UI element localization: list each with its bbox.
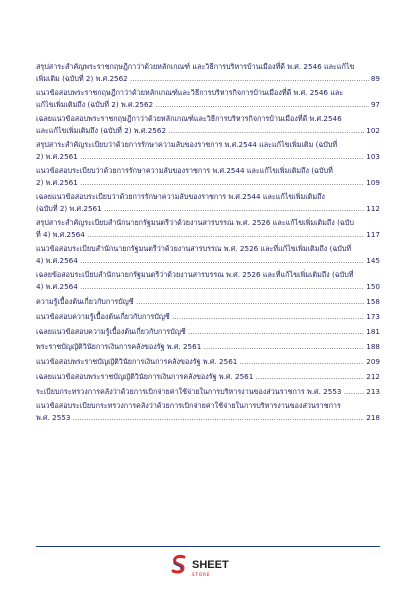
toc-entry-title-line1: สรุปสาระสำคัญพระราชกฤษฎีกาว่าด้วยหลักเกณฑ์ และวิธีการบริหารบ้านเมืองที่ดี พ.ศ. 2546 และแก้ไข	[36, 62, 355, 71]
toc-entry[interactable]	[36, 382, 380, 397]
toc-entry[interactable]	[36, 367, 380, 382]
toc-entry-title	[36, 217, 364, 240]
toc-entry-title-line1: แนวข้อสอบระเบียบสำนักนายกรัฐมนตรีว่าด้วยงานสารบรรณ พ.ศ. 2526 และที่แก้ไขเพิ่มเติมถึง (ฉบับที่	[36, 244, 352, 253]
toc-entry-page: 89	[370, 73, 380, 83]
toc-entry-title: แนวข้อสอบพระราชบัญญัติวินัยการเงินการคลังของรัฐ พ.ศ. 2561 .....	[36, 356, 364, 368]
toc-entry[interactable]	[36, 292, 380, 307]
toc-entry-title-line2: พ.ศ. 2553 .....	[36, 412, 364, 424]
toc-entry-title-line2: 4) พ.ศ.2564 .....	[36, 255, 364, 267]
toc-entry[interactable]	[36, 214, 380, 240]
logo-name: SHEET	[192, 559, 229, 571]
toc-entry-title-line1: แนวข้อสอบพระราชกฤษฎีกาว่าด้วยหลักเกณฑ์และวิธีการบริหารกิจการบ้านเมืองที่ดี พ.ศ. 2546 และ	[36, 88, 344, 97]
toc-entry-title-line2: และแก้ไขเพิ่มเติมถึง (ฉบับที่ 2) พ.ศ.2562 .....	[36, 125, 364, 137]
toc-entry-title-line2: 2) พ.ศ.2561 .....	[36, 177, 364, 189]
toc-entry-title-line2: เพิ่มเติม (ฉบับที่ 2) พ.ศ.2562 .....	[36, 73, 369, 85]
toc-entry-title-line2: 4) พ.ศ.2564 .....	[36, 281, 364, 293]
toc-entry-page: 150	[366, 281, 380, 291]
toc-entry-page: 158	[366, 296, 380, 306]
footer-divider	[36, 546, 380, 547]
toc-entry[interactable]	[36, 307, 380, 322]
toc-entry-title: ระเบียบกระทรวงการคลังว่าด้วยการเบิกจ่ายค่าใช้จ่ายในการบริหารงานของส่วนราชการ พ.ศ. 2553 .....	[36, 386, 364, 398]
toc-entry-page: 109	[366, 177, 380, 187]
toc-entry-title	[36, 139, 364, 162]
table-of-contents	[36, 58, 380, 423]
toc-entry-title	[36, 400, 364, 423]
toc-entry-page: 145	[366, 255, 380, 265]
toc-entry[interactable]	[36, 352, 380, 367]
toc-entry-page: 173	[366, 311, 380, 321]
toc-entry-title	[36, 61, 369, 84]
toc-entry-title-line1: สรุปสาระสำคัญระเบียบสำนักนายกรัฐมนตรีว่าด้วยงานสารบรรณ พ.ศ. 2526 และแก้ไขเพิ่มเติมถึง (ฉบับ	[36, 218, 354, 227]
toc-entry-title-line1: เฉลยข้อสอบระเบียบสำนักนายกรัฐมนตรีว่าด้วยงานสารบรรณ พ.ศ. 2526 และที่แก้ไขเพิ่มเติมถึง (ฉบับที่	[36, 270, 354, 279]
toc-entry-title-line2: 2) พ.ศ.2561 .....	[36, 151, 364, 163]
toc-entry-page: 213	[366, 386, 380, 396]
toc-entry-page: 97	[370, 99, 380, 109]
toc-entry-page: 112	[366, 203, 380, 213]
sheet-store-logo	[170, 551, 250, 579]
toc-entry[interactable]	[36, 84, 380, 110]
toc-entry-title	[36, 113, 364, 136]
toc-entry-page: 212	[366, 371, 380, 381]
toc-entry-title-line2: แก้ไขเพิ่มเติมถึง (ฉบับที่ 2) พ.ศ.2562 .....	[36, 99, 369, 111]
toc-entry-title: แนวข้อสอบความรู้เบื้องต้นเกี่ยวกับการบัญชี .....	[36, 311, 364, 323]
toc-entry-title: เฉลยแนวข้อสอบความรู้เบื้องต้นเกี่ยวกับการบัญชี .....	[36, 326, 364, 338]
toc-entry-page: 117	[366, 229, 380, 239]
toc-entry-page: 181	[366, 326, 380, 336]
toc-entry-title-line1: เฉลยแนวข้อสอบพระราชกฤษฎีกาว่าด้วยหลักเกณฑ์และวิธีการบริหารกิจการบ้านเมืองที่ดี พ.ศ.2546	[36, 114, 342, 123]
toc-entry-title: พระราชบัญญัติวินัยการเงินการคลังของรัฐ พ.ศ. 2561 .....	[36, 341, 364, 353]
toc-entry-title-line1: แนวข้อสอบระเบียบว่าด้วยการรักษาความลับของราชการ พ.ศ.2544 และแก้ไขเพิ่มเติมถึง (ฉบับที่	[36, 166, 333, 175]
toc-entry-title-line1: สรุปสาระสำคัญระเบียบว่าด้วยการรักษาความลับของราชการ พ.ศ.2544 และแก้ไขเพิ่มเติม (ฉบับที่	[36, 140, 338, 149]
logo-subtitle: STORE	[192, 572, 211, 577]
toc-entry-title	[36, 87, 369, 110]
toc-entry-page: 209	[366, 356, 380, 366]
toc-entry-page: 102	[366, 125, 380, 135]
toc-entry[interactable]	[36, 188, 380, 214]
toc-entry[interactable]	[36, 397, 380, 423]
toc-entry-title	[36, 269, 364, 292]
toc-entry[interactable]	[36, 58, 380, 84]
toc-entry[interactable]	[36, 266, 380, 292]
toc-entry-page: 218	[366, 412, 380, 422]
toc-entry-title-line1: เฉลยแนวข้อสอบระเบียบว่าด้วยการรักษาความลับของราชการ พ.ศ.2544 และแก้ไขเพิ่มเติมถึง	[36, 192, 325, 201]
toc-entry-title-line2: (ฉบับที่ 2) พ.ศ.2561 .....	[36, 203, 364, 215]
toc-entry-title: เฉลยแนวข้อสอบพระราชบัญญัติวินัยการเงินการคลังของรัฐ พ.ศ. 2561 .....	[36, 371, 364, 383]
sheet-logo-icon	[170, 554, 188, 576]
toc-entry[interactable]	[36, 337, 380, 352]
toc-entry[interactable]	[36, 322, 380, 337]
toc-entry[interactable]	[36, 162, 380, 188]
toc-entry-title-line2: ที่ 4) พ.ศ.2564 .....	[36, 229, 364, 241]
toc-entry-page: 188	[366, 341, 380, 351]
toc-entry-page: 103	[366, 151, 380, 161]
toc-entry[interactable]	[36, 110, 380, 136]
toc-entry-title	[36, 191, 364, 214]
toc-entry-title-line1: แนวข้อสอบระเบียบกระทรวงการคลังว่าด้วยการเบิกจ่ายค่าใช้จ่ายในการบริหารงานของส่วนราชการ	[36, 401, 341, 410]
toc-entry-title	[36, 165, 364, 188]
toc-entry[interactable]	[36, 240, 380, 266]
toc-entry[interactable]	[36, 136, 380, 162]
toc-entry-title	[36, 243, 364, 266]
toc-entry-title: ความรู้เบื้องต้นเกี่ยวกับการบัญชี .....	[36, 296, 364, 308]
